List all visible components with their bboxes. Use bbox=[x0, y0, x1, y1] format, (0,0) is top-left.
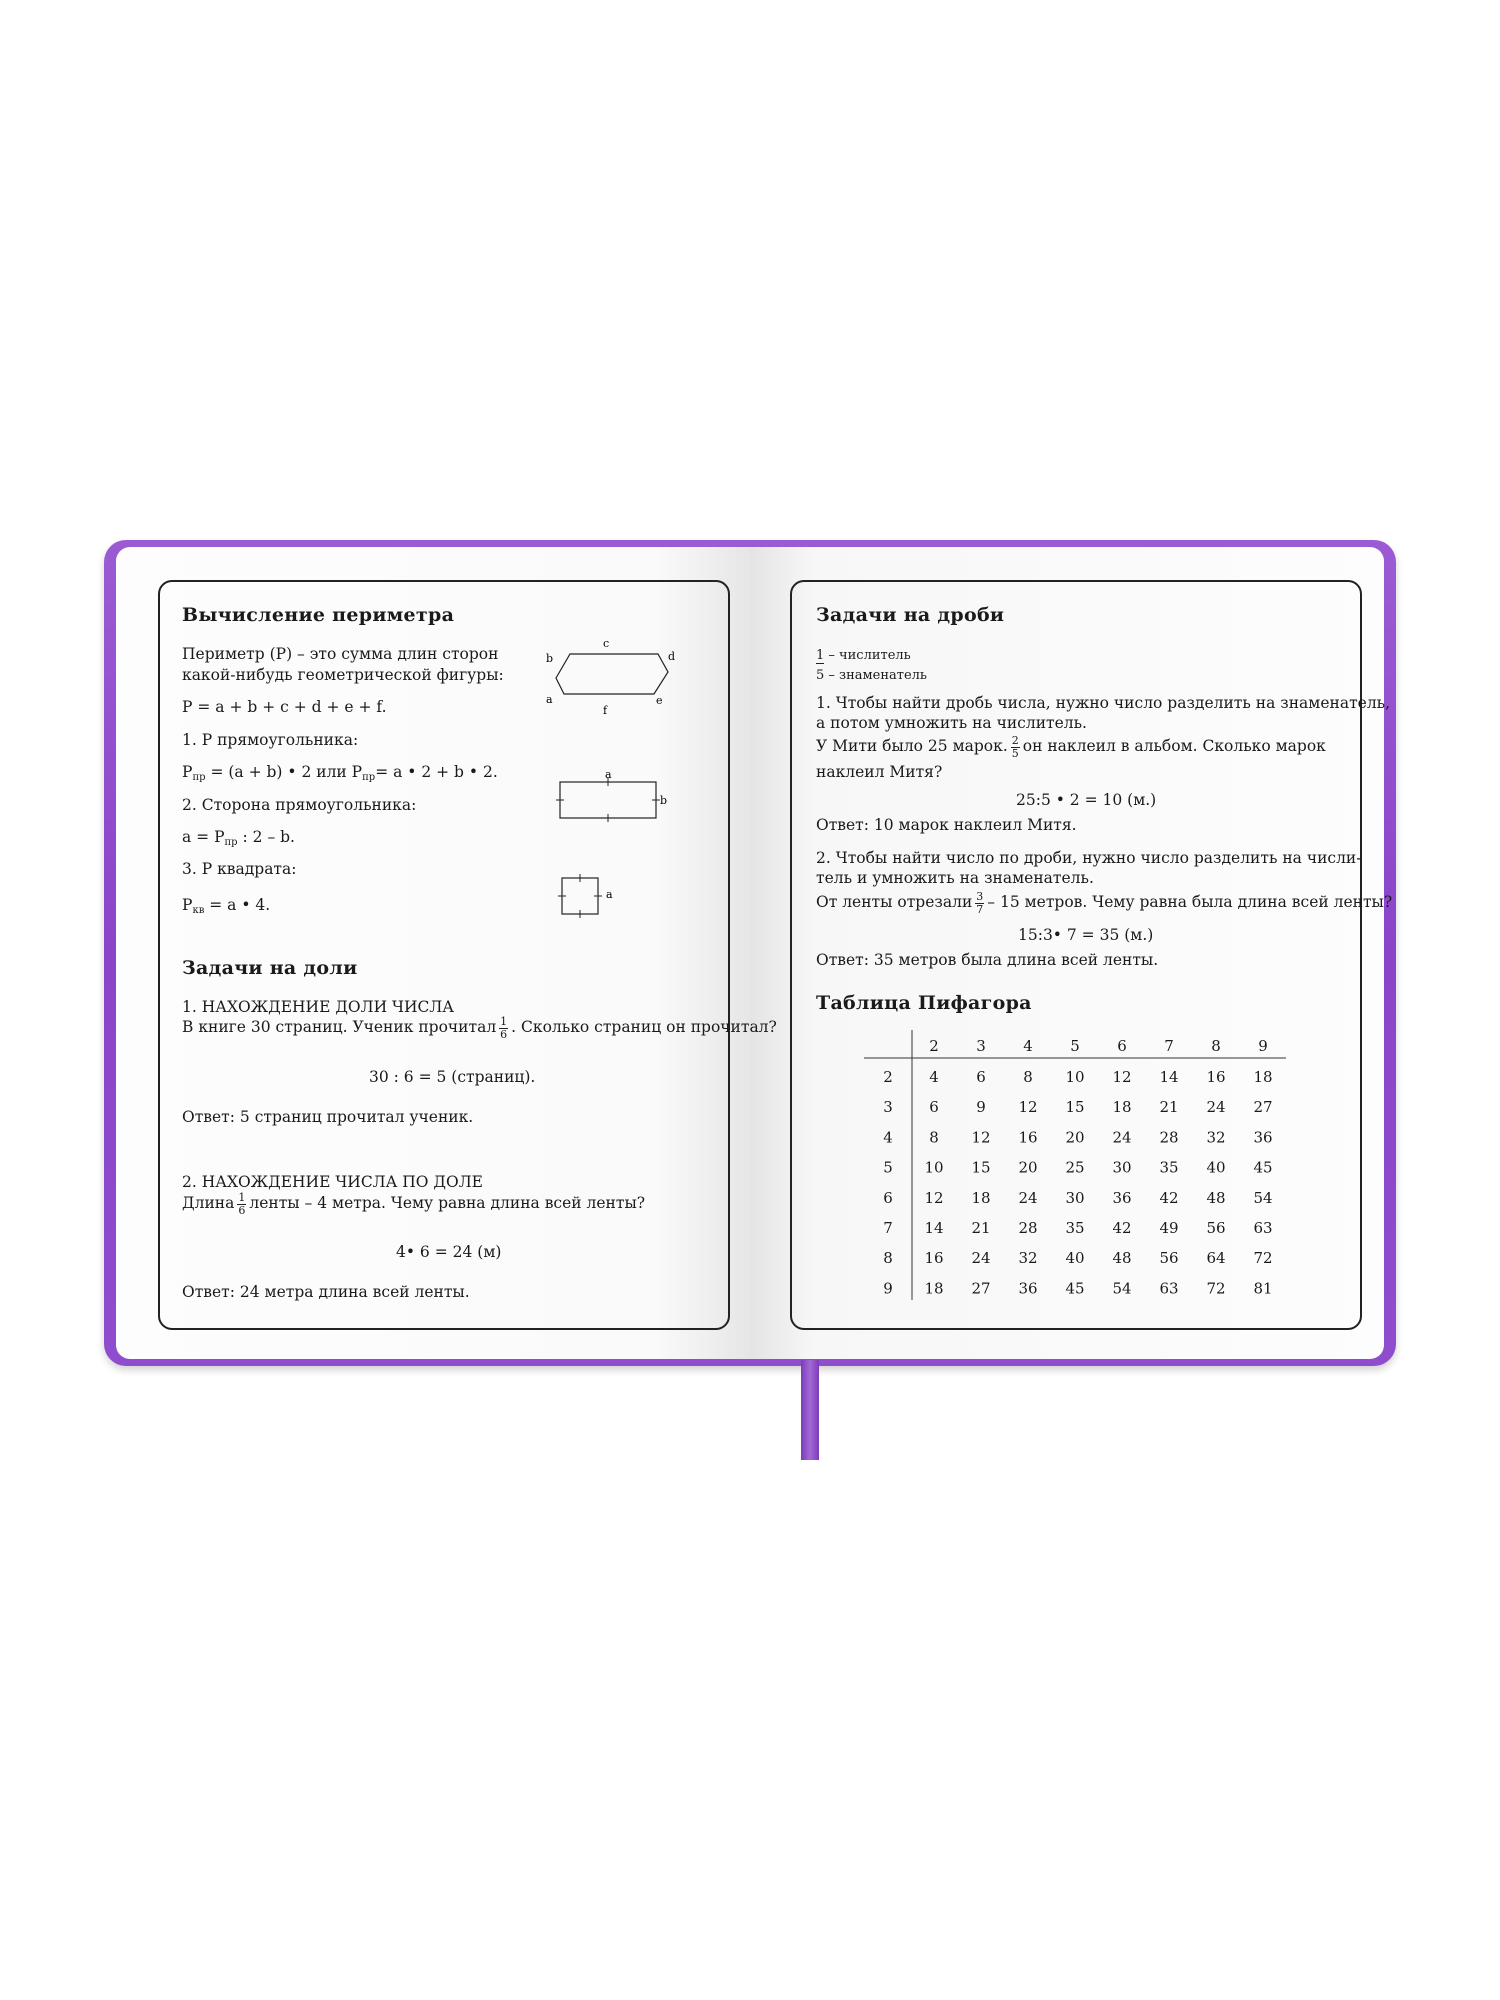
pythagoras-cell: 56 bbox=[1206, 1219, 1226, 1237]
pythagoras-cell: 42 bbox=[1159, 1188, 1179, 1207]
pythagoras-cell: 18 bbox=[924, 1279, 944, 1298]
pythagoras-cell: 21 bbox=[1159, 1098, 1179, 1117]
pythagoras-cell: 36 bbox=[1112, 1188, 1132, 1207]
fraction-task1-calc: 25:5 • 2 = 10 (м.) bbox=[1016, 791, 1157, 809]
pythagoras-cell: 16 bbox=[1206, 1068, 1226, 1086]
perimeter-formula: Р = a + b + c + d + e + f. bbox=[182, 698, 387, 716]
hexagon-label-d: d bbox=[668, 650, 676, 663]
square-perimeter-heading: 3. Р квадрата: bbox=[182, 860, 297, 878]
pythagoras-cell: 12 bbox=[924, 1188, 944, 1207]
rectangle-perimeter-heading: 1. Р прямоугольника: bbox=[182, 731, 359, 749]
fraction-task1-answer: Ответ: 10 марок наклеил Митя. bbox=[816, 816, 1077, 834]
pythagoras-cell: 24 bbox=[1112, 1128, 1132, 1147]
ribbon-bookmark bbox=[801, 1360, 819, 1460]
rectangle-side-heading: 2. Сторона прямоугольника: bbox=[182, 796, 417, 814]
perimeter-definition-line2: какой-нибудь геометрической фигуры: bbox=[182, 666, 504, 684]
fraction-three-sevenths: $\frac{3}{7}$ bbox=[976, 890, 984, 916]
fraction-rule2-line2: тель и умножить на знаменатель. bbox=[816, 869, 1094, 887]
fraction-one-sixth-2: $\frac{1}{6}$ bbox=[238, 1191, 246, 1217]
pythagoras-cell: 49 bbox=[1159, 1219, 1179, 1237]
pythagoras-row-label: 3 bbox=[883, 1098, 893, 1117]
pythagoras-cell: 20 bbox=[1065, 1128, 1085, 1147]
pythagoras-cell: 72 bbox=[1253, 1249, 1273, 1268]
pythagoras-cell: 56 bbox=[1159, 1249, 1179, 1268]
fraction-rule1-line1: 1. Чтобы найти дробь числа, нужно число разделить на знаменатель, bbox=[816, 694, 1391, 712]
pythagoras-cell: 4 bbox=[929, 1068, 939, 1086]
share-problem2-answer: Ответ: 24 метра длина всей ленты. bbox=[182, 1283, 470, 1301]
pythagoras-header-cell: 5 bbox=[1070, 1037, 1080, 1055]
pythagoras-cell: 21 bbox=[971, 1219, 991, 1237]
pythagoras-cell: 18 bbox=[1112, 1098, 1132, 1117]
share-problem1-answer: Ответ: 5 страниц прочитал ученик. bbox=[182, 1108, 474, 1126]
pythagoras-cell: 16 bbox=[1018, 1128, 1038, 1147]
pythagoras-cell: 54 bbox=[1112, 1279, 1132, 1298]
pythagoras-cell: 12 bbox=[1112, 1068, 1132, 1086]
pythagoras-cell: 24 bbox=[1018, 1188, 1038, 1207]
share-problem1-calc: 30 : 6 = 5 (страниц). bbox=[369, 1068, 536, 1086]
pythagoras-cell: 54 bbox=[1253, 1188, 1273, 1207]
hexagon-label-c: c bbox=[603, 637, 610, 650]
hexagon-label-e: e bbox=[656, 694, 663, 707]
rectangle-side-formula: $a = Р_{пр}$ : 2 – b. bbox=[182, 828, 295, 848]
pythagoras-cell: 64 bbox=[1206, 1249, 1226, 1268]
pythagoras-table bbox=[864, 1028, 1288, 1304]
pythagoras-cell: 32 bbox=[1206, 1128, 1226, 1147]
pythagoras-cell: 20 bbox=[1018, 1158, 1038, 1177]
pythagoras-cell: 10 bbox=[924, 1158, 944, 1177]
pythagoras-row-label: 2 bbox=[883, 1068, 893, 1086]
rectangle-label-a: a bbox=[605, 768, 612, 781]
pythagoras-cell: 24 bbox=[971, 1249, 991, 1268]
pythagoras-cell: 81 bbox=[1253, 1279, 1273, 1298]
perimeter-title: Вычисление периметра bbox=[182, 604, 455, 626]
pythagoras-cell: 63 bbox=[1253, 1219, 1273, 1237]
pythagoras-row-label: 7 bbox=[883, 1219, 893, 1237]
fractions-title: Задачи на дроби bbox=[816, 604, 1005, 626]
pythagoras-cell: 9 bbox=[976, 1098, 986, 1117]
pythagoras-cell: 45 bbox=[1065, 1279, 1085, 1298]
rectangle-diagram bbox=[552, 762, 682, 824]
pythagoras-cell: 36 bbox=[1018, 1279, 1038, 1298]
fraction-one-sixth: $\frac{1}{6}$ bbox=[500, 1015, 508, 1041]
numerator-note: 1 – числитель bbox=[816, 648, 911, 663]
pythagoras-row-label: 4 bbox=[883, 1128, 893, 1147]
pythagoras-cell: 30 bbox=[1112, 1158, 1132, 1177]
rectangle-label-b: b bbox=[660, 794, 668, 807]
pythagoras-header-cell: 3 bbox=[976, 1037, 986, 1055]
share-problem2-text: Длина $\frac{1}{6}$ ленты – 4 метра. Чему равна длина всей ленты? bbox=[182, 1191, 646, 1217]
fraction-task2-line1: От ленты отрезали $\frac{3}{7}$ – 15 метров. Чему равна была длина всей ленты? bbox=[816, 890, 1393, 916]
fraction-two-fifths: $\frac{2}{5}$ bbox=[1011, 734, 1019, 760]
pythagoras-cell: 36 bbox=[1253, 1128, 1273, 1147]
pythagoras-cell: 72 bbox=[1206, 1279, 1226, 1298]
pythagoras-cell: 25 bbox=[1065, 1158, 1085, 1177]
pythagoras-cell: 28 bbox=[1159, 1128, 1179, 1147]
pythagoras-cell: 48 bbox=[1112, 1249, 1132, 1268]
square-diagram bbox=[556, 872, 626, 922]
pythagoras-cell: 40 bbox=[1065, 1249, 1085, 1268]
pythagoras-header-cell: 8 bbox=[1211, 1037, 1221, 1055]
fraction-rule2-line1: 2. Чтобы найти число по дроби, нужно число разделить на числи- bbox=[816, 849, 1362, 867]
perimeter-definition-line1: Периметр (Р) – это сумма длин сторон bbox=[182, 645, 499, 663]
fraction-task1-line2: наклеил Митя? bbox=[816, 763, 943, 781]
square-label-a: a bbox=[606, 888, 613, 901]
pythagoras-header-cell: 2 bbox=[929, 1037, 939, 1055]
pythagoras-cell: 35 bbox=[1065, 1219, 1085, 1237]
pythagoras-cell: 48 bbox=[1206, 1188, 1226, 1207]
pythagoras-cell: 18 bbox=[971, 1188, 991, 1207]
pythagoras-cell: 8 bbox=[929, 1128, 939, 1147]
fraction-task2-answer: Ответ: 35 метров была длина всей ленты. bbox=[816, 951, 1159, 969]
pythagoras-cell: 30 bbox=[1065, 1188, 1085, 1207]
pythagoras-table-grid bbox=[864, 1028, 1288, 1304]
pythagoras-cell: 12 bbox=[971, 1128, 991, 1147]
pythagoras-cell: 24 bbox=[1206, 1098, 1226, 1117]
pythagoras-cell: 10 bbox=[1065, 1068, 1085, 1086]
pythagoras-cell: 15 bbox=[971, 1158, 991, 1177]
fraction-rule1-line2: а потом умножить на числитель. bbox=[816, 714, 1087, 732]
pythagoras-cell: 40 bbox=[1206, 1158, 1226, 1177]
hexagon-diagram bbox=[540, 636, 680, 722]
pythagoras-row-label: 8 bbox=[883, 1249, 893, 1268]
pythagoras-cell: 28 bbox=[1018, 1219, 1038, 1237]
hexagon-label-f: f bbox=[603, 704, 608, 717]
shares-title: Задачи на доли bbox=[182, 957, 358, 979]
pythagoras-title: Таблица Пифагора bbox=[816, 992, 1032, 1014]
pythagoras-cell: 15 bbox=[1065, 1098, 1085, 1117]
pythagoras-cell: 6 bbox=[929, 1098, 939, 1117]
pythagoras-header-cell: 9 bbox=[1258, 1037, 1268, 1055]
pythagoras-row-label: 6 bbox=[883, 1188, 893, 1207]
pythagoras-row-label: 9 bbox=[883, 1279, 893, 1298]
pythagoras-header-cell: 6 bbox=[1117, 1037, 1127, 1055]
pythagoras-cell: 12 bbox=[1018, 1098, 1038, 1117]
denominator-note: 5 – знаменатель bbox=[816, 668, 927, 683]
pythagoras-header-cell: 4 bbox=[1023, 1037, 1033, 1055]
pythagoras-cell: 45 bbox=[1253, 1158, 1273, 1177]
pythagoras-cell: 14 bbox=[924, 1219, 944, 1237]
share-problem1-text: В книге 30 страниц. Ученик прочитал $\frac{1}{6}$ . Сколько страниц он прочитал? bbox=[182, 1015, 777, 1041]
pythagoras-cell: 14 bbox=[1159, 1068, 1179, 1086]
pythagoras-cell: 63 bbox=[1159, 1279, 1179, 1298]
pythagoras-header-cell: 7 bbox=[1164, 1037, 1174, 1055]
pythagoras-cell: 6 bbox=[976, 1068, 986, 1086]
share-problem2-calc: 4• 6 = 24 (м) bbox=[396, 1243, 502, 1261]
pythagoras-cell: 27 bbox=[971, 1279, 991, 1298]
pythagoras-cell: 18 bbox=[1253, 1068, 1273, 1086]
fraction-task2-calc: 15:3• 7 = 35 (м.) bbox=[1018, 926, 1154, 944]
share-problem2-heading: 2. НАХОЖДЕНИЕ ЧИСЛА ПО ДОЛЕ bbox=[182, 1173, 483, 1191]
pythagoras-cell: 16 bbox=[924, 1249, 944, 1268]
share-problem1-heading: 1. НАХОЖДЕНИЕ ДОЛИ ЧИСЛА bbox=[182, 998, 455, 1016]
fraction-task1-line1: У Мити было 25 марок. $\frac{2}{5}$ он наклеил в альбом. Сколько марок bbox=[816, 734, 1326, 760]
pythagoras-row-label: 5 bbox=[883, 1158, 893, 1177]
rectangle-perimeter-formula: $Р_{пр} = (a + b)$ • 2 или $Р_{пр}= a$ • 2 + b • 2. bbox=[182, 763, 498, 783]
pythagoras-cell: 8 bbox=[1023, 1068, 1033, 1086]
square-perimeter-formula: $Р_{кв} = a$ • 4. bbox=[182, 896, 271, 916]
pythagoras-cell: 35 bbox=[1159, 1158, 1179, 1177]
pythagoras-cell: 27 bbox=[1253, 1098, 1273, 1117]
hexagon-label-a: a bbox=[546, 693, 553, 706]
pythagoras-cell: 42 bbox=[1112, 1219, 1132, 1237]
pythagoras-cell: 32 bbox=[1018, 1249, 1038, 1268]
hexagon-label-b: b bbox=[546, 652, 554, 665]
